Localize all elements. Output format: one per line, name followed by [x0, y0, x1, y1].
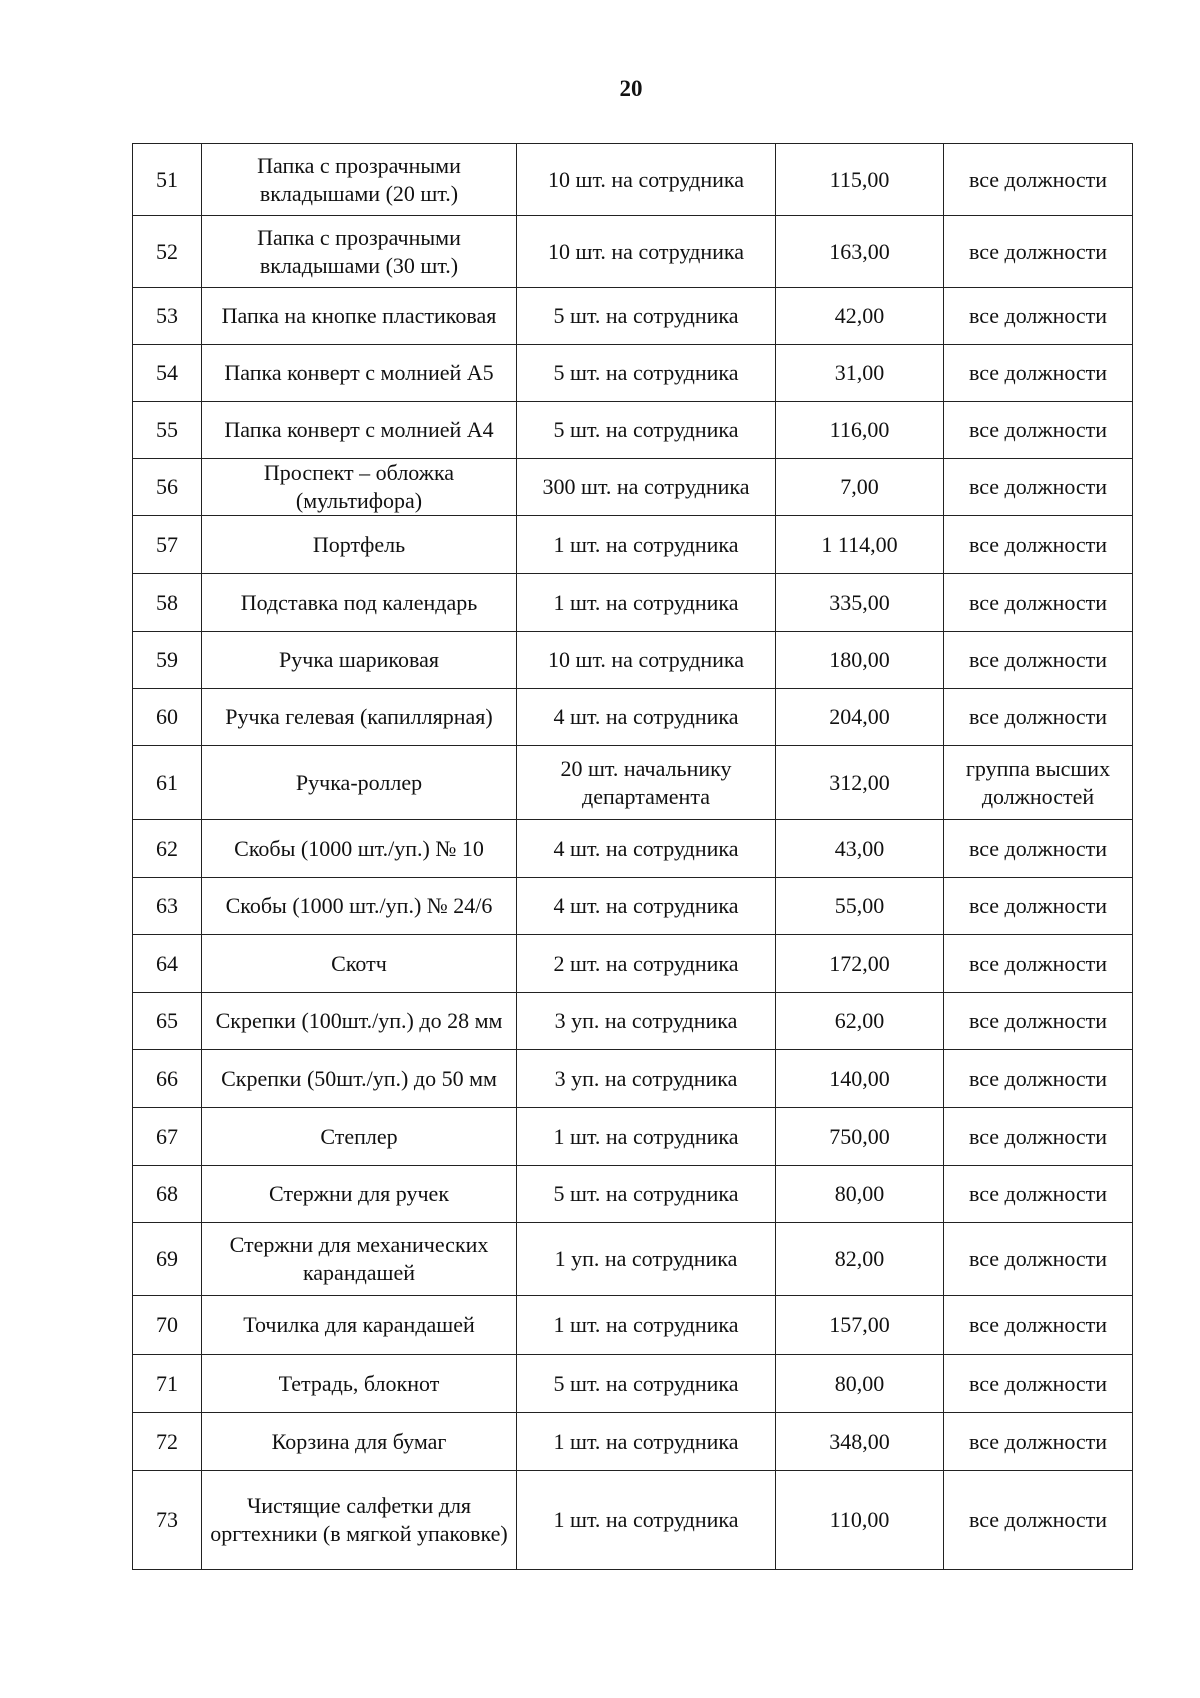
position-cell: все должности: [944, 878, 1133, 935]
price-cell: 80,00: [776, 1166, 944, 1223]
quantity-cell: 5 шт. на сотрудника: [517, 1166, 776, 1223]
price-cell: 1 114,00: [776, 516, 944, 574]
item-name-cell: Тетрадь, блокнот: [202, 1355, 517, 1413]
price-cell: 163,00: [776, 216, 944, 288]
row-number-cell: 52: [133, 216, 202, 288]
item-name-cell: Проспект – обложка (мультифора): [202, 459, 517, 516]
item-name-cell: Корзина для бумаг: [202, 1413, 517, 1471]
price-cell: 82,00: [776, 1223, 944, 1296]
position-cell: все должности: [944, 1355, 1133, 1413]
position-cell: все должности: [944, 935, 1133, 993]
item-name-cell: Подставка под календарь: [202, 574, 517, 632]
price-cell: 31,00: [776, 345, 944, 402]
price-cell: 140,00: [776, 1050, 944, 1108]
position-cell: все должности: [944, 402, 1133, 459]
position-cell: все должности: [944, 993, 1133, 1050]
price-cell: 110,00: [776, 1471, 944, 1570]
item-name-cell: Степлер: [202, 1108, 517, 1166]
item-name-cell: Скобы (1000 шт./уп.) № 10: [202, 820, 517, 878]
row-number-cell: 60: [133, 689, 202, 746]
price-cell: 348,00: [776, 1413, 944, 1471]
row-number-cell: 71: [133, 1355, 202, 1413]
position-cell: все должности: [944, 1050, 1133, 1108]
quantity-cell: 4 шт. на сотрудника: [517, 689, 776, 746]
quantity-cell: 2 шт. на сотрудника: [517, 935, 776, 993]
quantity-cell: 4 шт. на сотрудника: [517, 820, 776, 878]
row-number-cell: 56: [133, 459, 202, 516]
item-name-cell: Точилка для карандашей: [202, 1296, 517, 1355]
position-cell: все должности: [944, 1108, 1133, 1166]
item-name-cell: Портфель: [202, 516, 517, 574]
item-name-cell: Скотч: [202, 935, 517, 993]
position-cell: все должности: [944, 144, 1133, 216]
supplies-table: [132, 143, 1133, 1570]
quantity-cell: 5 шт. на сотрудника: [517, 345, 776, 402]
row-number-cell: 69: [133, 1223, 202, 1296]
table-row: [133, 216, 1133, 288]
row-number-cell: 55: [133, 402, 202, 459]
item-name-cell: Папка на кнопке пластиковая: [202, 288, 517, 345]
table-row: [133, 1296, 1133, 1355]
position-cell: группа высших должностей: [944, 746, 1133, 820]
quantity-cell: 4 шт. на сотрудника: [517, 878, 776, 935]
table-row: [133, 1413, 1133, 1471]
price-cell: 42,00: [776, 288, 944, 345]
row-number-cell: 66: [133, 1050, 202, 1108]
item-name-cell: Ручка шариковая: [202, 632, 517, 689]
table-row: [133, 1108, 1133, 1166]
price-cell: 750,00: [776, 1108, 944, 1166]
quantity-cell: 10 шт. на сотрудника: [517, 216, 776, 288]
item-name-cell: Скрепки (100шт./уп.) до 28 мм: [202, 993, 517, 1050]
row-number-cell: 70: [133, 1296, 202, 1355]
price-cell: 55,00: [776, 878, 944, 935]
row-number-cell: 58: [133, 574, 202, 632]
table-row: [133, 1050, 1133, 1108]
table-row: [133, 632, 1133, 689]
price-cell: 80,00: [776, 1355, 944, 1413]
price-cell: 204,00: [776, 689, 944, 746]
row-number-cell: 67: [133, 1108, 202, 1166]
quantity-cell: 300 шт. на сотрудника: [517, 459, 776, 516]
row-number-cell: 53: [133, 288, 202, 345]
quantity-cell: 20 шт. начальнику департамента: [517, 746, 776, 820]
page-number: 20: [619, 76, 643, 101]
row-number-cell: 64: [133, 935, 202, 993]
table-row: [133, 516, 1133, 574]
table-row: [133, 746, 1133, 820]
position-cell: все должности: [944, 1471, 1133, 1570]
item-name-cell: Скобы (1000 шт./уп.) № 24/6: [202, 878, 517, 935]
table-row: [133, 1166, 1133, 1223]
position-cell: все должности: [944, 632, 1133, 689]
row-number-cell: 59: [133, 632, 202, 689]
quantity-cell: 1 шт. на сотрудника: [517, 1413, 776, 1471]
position-cell: все должности: [944, 216, 1133, 288]
price-cell: 312,00: [776, 746, 944, 820]
position-cell: все должности: [944, 574, 1133, 632]
item-name-cell: Папка конверт с молнией А4: [202, 402, 517, 459]
quantity-cell: 3 уп. на сотрудника: [517, 1050, 776, 1108]
item-name-cell: Стержни для ручек: [202, 1166, 517, 1223]
quantity-cell: 1 шт. на сотрудника: [517, 1471, 776, 1570]
price-cell: 62,00: [776, 993, 944, 1050]
position-cell: все должности: [944, 345, 1133, 402]
table-row: [133, 574, 1133, 632]
item-name-cell: Скрепки (50шт./уп.) до 50 мм: [202, 1050, 517, 1108]
table-row: [133, 820, 1133, 878]
quantity-cell: 5 шт. на сотрудника: [517, 402, 776, 459]
item-name-cell: Стержни для механических карандашей: [202, 1223, 517, 1296]
price-cell: 7,00: [776, 459, 944, 516]
table-row: [133, 1471, 1133, 1570]
position-cell: все должности: [944, 820, 1133, 878]
quantity-cell: 1 шт. на сотрудника: [517, 1108, 776, 1166]
row-number-cell: 57: [133, 516, 202, 574]
item-name-cell: Ручка гелевая (капиллярная): [202, 689, 517, 746]
table-row: [133, 1355, 1133, 1413]
quantity-cell: 10 шт. на сотрудника: [517, 632, 776, 689]
row-number-cell: 61: [133, 746, 202, 820]
table-row: [133, 993, 1133, 1050]
quantity-cell: 10 шт. на сотрудника: [517, 144, 776, 216]
price-cell: 180,00: [776, 632, 944, 689]
position-cell: все должности: [944, 459, 1133, 516]
row-number-cell: 63: [133, 878, 202, 935]
position-cell: все должности: [944, 288, 1133, 345]
position-cell: все должности: [944, 1166, 1133, 1223]
table-row: [133, 345, 1133, 402]
quantity-cell: 1 уп. на сотрудника: [517, 1223, 776, 1296]
position-cell: все должности: [944, 516, 1133, 574]
quantity-cell: 5 шт. на сотрудника: [517, 1355, 776, 1413]
quantity-cell: 5 шт. на сотрудника: [517, 288, 776, 345]
quantity-cell: 1 шт. на сотрудника: [517, 574, 776, 632]
price-cell: 335,00: [776, 574, 944, 632]
quantity-cell: 1 шт. на сотрудника: [517, 1296, 776, 1355]
quantity-cell: 1 шт. на сотрудника: [517, 516, 776, 574]
position-cell: все должности: [944, 689, 1133, 746]
row-number-cell: 62: [133, 820, 202, 878]
row-number-cell: 51: [133, 144, 202, 216]
table-row: [133, 689, 1133, 746]
item-name-cell: Папка с прозрачными вкладышами (30 шт.): [202, 216, 517, 288]
position-cell: все должности: [944, 1223, 1133, 1296]
table-row: [133, 288, 1133, 345]
position-cell: все должности: [944, 1296, 1133, 1355]
row-number-cell: 54: [133, 345, 202, 402]
table-row: [133, 1223, 1133, 1296]
item-name-cell: Чистящие салфетки для оргтехники (в мягкой упаковке): [202, 1471, 517, 1570]
price-cell: 157,00: [776, 1296, 944, 1355]
row-number-cell: 65: [133, 993, 202, 1050]
price-cell: 43,00: [776, 820, 944, 878]
item-name-cell: Папка конверт с молнией А5: [202, 345, 517, 402]
quantity-cell: 3 уп. на сотрудника: [517, 993, 776, 1050]
table-row: [133, 459, 1133, 516]
table-row: [133, 402, 1133, 459]
item-name-cell: Ручка-роллер: [202, 746, 517, 820]
price-cell: 116,00: [776, 402, 944, 459]
row-number-cell: 72: [133, 1413, 202, 1471]
row-number-cell: 73: [133, 1471, 202, 1570]
item-name-cell: Папка с прозрачными вкладышами (20 шт.): [202, 144, 517, 216]
table-row: [133, 878, 1133, 935]
price-cell: 115,00: [776, 144, 944, 216]
position-cell: все должности: [944, 1413, 1133, 1471]
table-row: [133, 935, 1133, 993]
table-row: [133, 144, 1133, 216]
price-cell: 172,00: [776, 935, 944, 993]
row-number-cell: 68: [133, 1166, 202, 1223]
